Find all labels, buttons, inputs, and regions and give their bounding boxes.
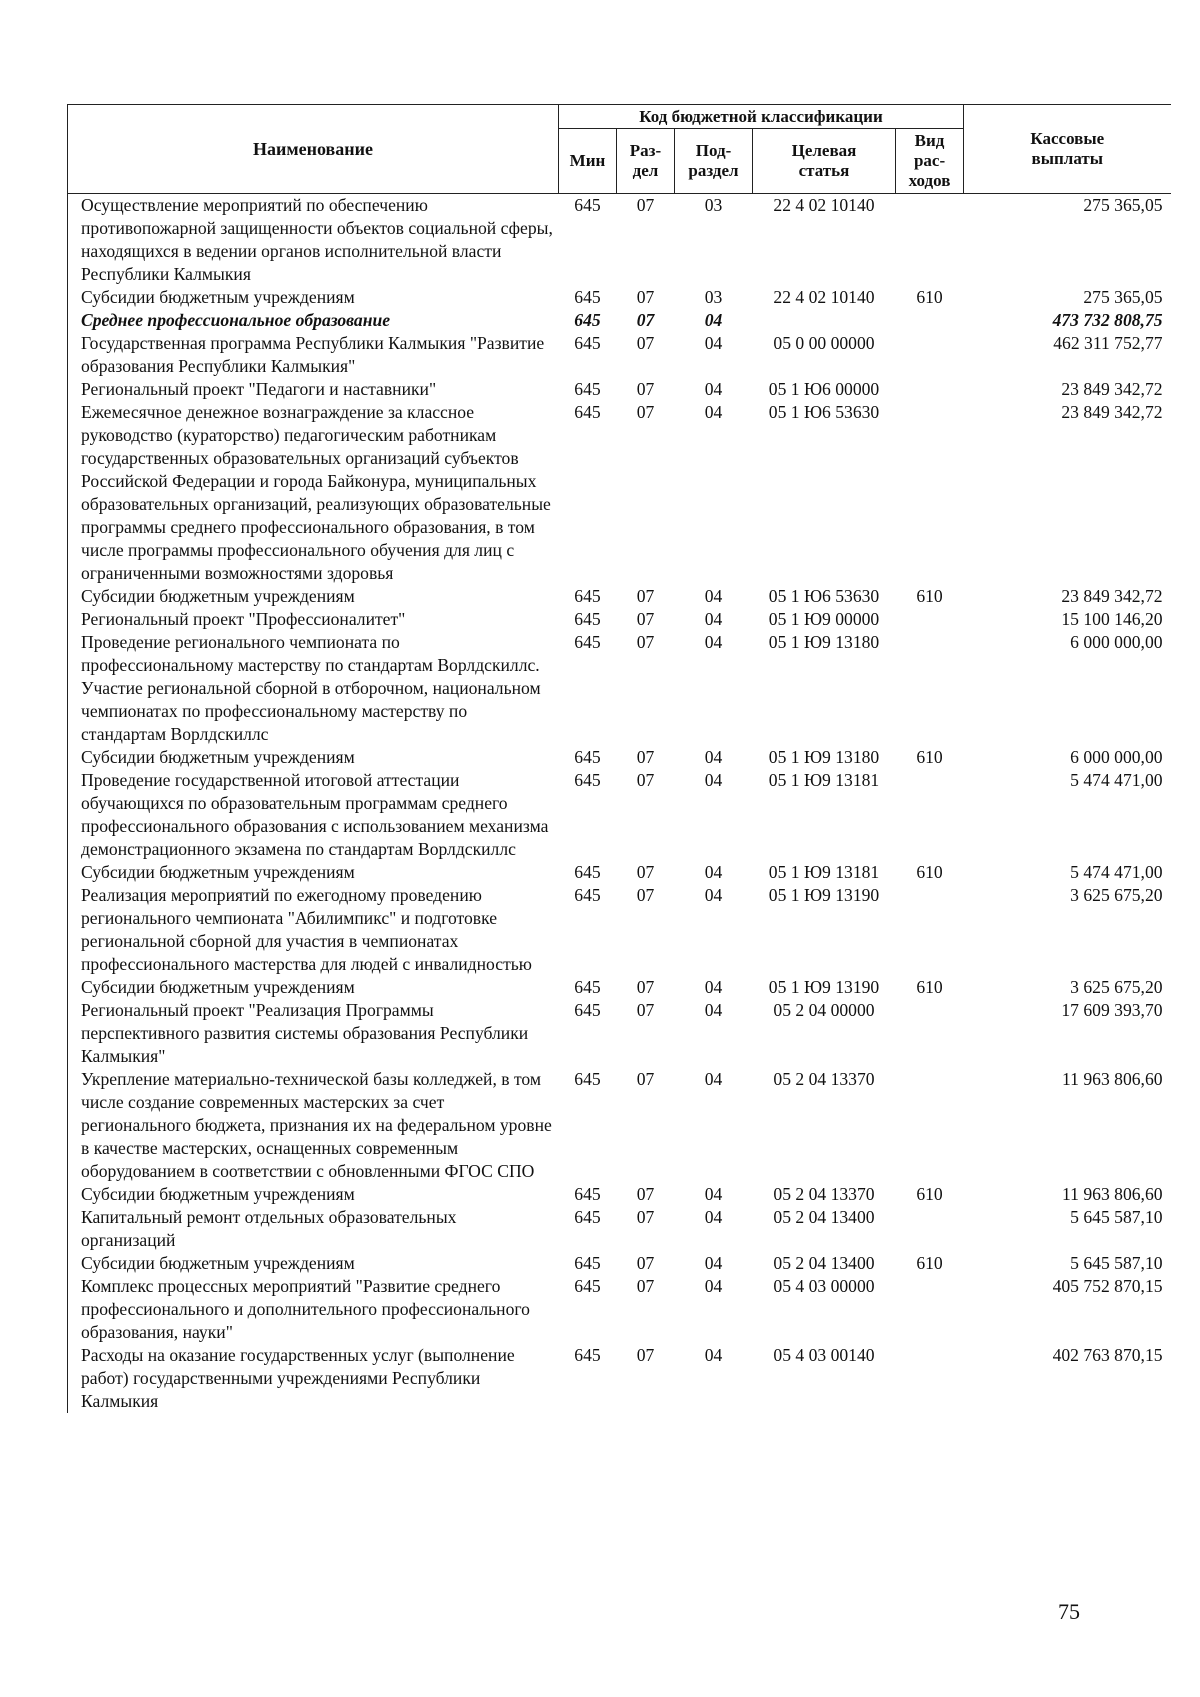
cell-celevaya: 05 1 Ю9 13180 xyxy=(768,632,880,652)
header-group: Код бюджетной классификации xyxy=(559,105,964,129)
cell-razdel: 07 xyxy=(636,977,655,997)
cell-kassa: 15 100 146,20 xyxy=(1061,609,1163,629)
cell-vid: 610 xyxy=(916,586,943,606)
cell-kassa: 3 625 675,20 xyxy=(1070,885,1163,905)
cell-name: Субсидии бюджетным учреждениям xyxy=(68,746,559,769)
cell-celevaya: 05 2 04 13400 xyxy=(773,1253,875,1273)
cell-kassa: 3 625 675,20 xyxy=(1070,977,1163,997)
cell-name: Капитальный ремонт отдельных образовательных организаций xyxy=(68,1206,559,1252)
cell-min: 645 xyxy=(574,747,601,767)
cell-min: 645 xyxy=(574,770,601,790)
cell-podrazdel: 04 xyxy=(704,977,723,997)
cell-celevaya: 05 1 Ю6 00000 xyxy=(768,379,880,399)
cell-podrazdel: 04 xyxy=(704,1276,723,1296)
cell-min: 645 xyxy=(574,1345,601,1365)
header-razdel-label: Раз- дел xyxy=(629,141,662,180)
table-row xyxy=(68,378,1171,401)
cell-podrazdel: 04 xyxy=(704,379,723,399)
cell-vid xyxy=(896,1275,964,1344)
cell-razdel: 07 xyxy=(636,310,655,330)
cell-razdel: 07 xyxy=(636,402,655,422)
cell-vid: 610 xyxy=(916,977,943,997)
cell-razdel: 07 xyxy=(636,770,655,790)
cell-min: 645 xyxy=(574,1000,601,1020)
cell-vid xyxy=(896,884,964,976)
table-row xyxy=(68,1275,1171,1344)
cell-celevaya: 05 1 Ю9 13181 xyxy=(768,770,880,790)
cell-celevaya: 22 4 02 10140 xyxy=(773,287,875,307)
cell-min: 645 xyxy=(574,287,601,307)
cell-celevaya: 05 1 Ю9 13180 xyxy=(768,747,880,767)
table-row xyxy=(68,1183,1171,1206)
cell-vid: 610 xyxy=(916,1184,943,1204)
cell-kassa: 6 000 000,00 xyxy=(1070,632,1163,652)
cell-celevaya: 05 1 Ю9 13181 xyxy=(768,862,880,882)
cell-celevaya xyxy=(753,309,896,332)
cell-min: 645 xyxy=(574,1276,601,1296)
cell-vid xyxy=(896,608,964,631)
cell-razdel: 07 xyxy=(636,885,655,905)
header-podrazdel-label: Под- раздел xyxy=(688,141,739,180)
cell-podrazdel: 03 xyxy=(704,287,723,307)
cell-min: 645 xyxy=(574,586,601,606)
cell-kassa: 5 645 587,10 xyxy=(1070,1207,1163,1227)
cell-celevaya: 05 2 04 00000 xyxy=(773,1000,875,1020)
cell-razdel: 07 xyxy=(636,1276,655,1296)
cell-kassa: 11 963 806,60 xyxy=(1062,1069,1163,1089)
cell-min: 645 xyxy=(574,885,601,905)
header-kassa xyxy=(964,105,1171,194)
cell-podrazdel: 04 xyxy=(704,1069,723,1089)
cell-razdel: 07 xyxy=(636,195,655,215)
cell-min: 645 xyxy=(574,195,601,215)
cell-vid xyxy=(896,1206,964,1252)
table-row xyxy=(68,1206,1171,1252)
cell-vid: 610 xyxy=(916,1253,943,1273)
cell-razdel: 07 xyxy=(636,632,655,652)
table-row xyxy=(68,884,1171,976)
cell-kassa: 23 849 342,72 xyxy=(1061,379,1163,399)
cell-razdel: 07 xyxy=(636,287,655,307)
cell-podrazdel: 04 xyxy=(704,586,723,606)
cell-razdel: 07 xyxy=(636,1207,655,1227)
cell-name: Региональный проект "Реализация Программы перспективного развития системы образования Республики Калмыкия" xyxy=(68,999,559,1068)
cell-celevaya: 05 4 03 00000 xyxy=(773,1276,875,1296)
cell-razdel: 07 xyxy=(636,609,655,629)
table-row xyxy=(68,309,1171,332)
cell-min: 645 xyxy=(574,379,601,399)
cell-min: 645 xyxy=(574,862,601,882)
table-row xyxy=(68,746,1171,769)
table-row xyxy=(68,286,1171,309)
table-row xyxy=(68,976,1171,999)
cell-podrazdel: 04 xyxy=(704,310,723,330)
budget-table xyxy=(67,104,1171,1413)
cell-celevaya: 05 2 04 13400 xyxy=(773,1207,875,1227)
cell-kassa: 23 849 342,72 xyxy=(1061,402,1163,422)
cell-kassa: 275 365,05 xyxy=(1083,287,1163,307)
cell-kassa: 11 963 806,60 xyxy=(1062,1184,1163,1204)
header-celevaya xyxy=(753,129,896,194)
cell-celevaya: 05 4 03 00140 xyxy=(773,1345,875,1365)
cell-celevaya: 05 2 04 13370 xyxy=(773,1069,875,1089)
table-row xyxy=(68,608,1171,631)
table-row xyxy=(68,1344,1171,1413)
cell-vid: 610 xyxy=(916,747,943,767)
header-vid xyxy=(896,129,964,194)
cell-name: Проведение государственной итоговой аттестации обучающихся по образовательным программам среднего профессионального образования с использованием механизма демонстрационного экзамена по стандартам Ворлдскиллс xyxy=(68,769,559,861)
cell-podrazdel: 04 xyxy=(704,1000,723,1020)
cell-kassa: 5 474 471,00 xyxy=(1070,862,1163,882)
cell-podrazdel: 04 xyxy=(704,402,723,422)
cell-name: Субсидии бюджетным учреждениям xyxy=(68,1183,559,1206)
cell-podrazdel: 04 xyxy=(704,1207,723,1227)
cell-celevaya: 05 1 Ю6 53630 xyxy=(768,586,880,606)
cell-vid xyxy=(896,999,964,1068)
cell-name: Реализация мероприятий по ежегодному проведению регионального чемпионата "Абилимпикс" и подготовке региональной сборной для участия в чемпионатах профессионального мастерства для людей с инвалидностью xyxy=(68,884,559,976)
cell-name: Комплекс процессных мероприятий "Развитие среднего профессионального и дополнительного профессионального образования, науки" xyxy=(68,1275,559,1344)
cell-podrazdel: 04 xyxy=(704,1345,723,1365)
table-row xyxy=(68,631,1171,746)
cell-min: 645 xyxy=(574,1184,601,1204)
header-vid-label: Вид рас- ходов xyxy=(908,131,951,190)
cell-vid: 610 xyxy=(916,862,943,882)
header-celevaya-label: Целевая статья xyxy=(791,141,857,180)
cell-name: Субсидии бюджетным учреждениям xyxy=(68,585,559,608)
cell-name: Осуществление мероприятий по обеспечению противопожарной защищенности объектов социальной сферы, находящихся в ведении органов исполнительной власти Республики Калмыкия xyxy=(68,194,559,287)
cell-celevaya: 05 1 Ю9 13190 xyxy=(768,977,880,997)
cell-min: 645 xyxy=(574,310,601,330)
cell-name: Проведение регионального чемпионата по профессиональному мастерству по стандартам Ворлдскиллс. Участие региональной сборной в отборочном, национальном чемпионатах по профессиональному мастерству по стандартам Ворлдскиллс xyxy=(68,631,559,746)
cell-name: Расходы на оказание государственных услуг (выполнение работ) государственными учреждениями Республики Калмыкия xyxy=(68,1344,559,1413)
cell-podrazdel: 04 xyxy=(704,632,723,652)
table-row xyxy=(68,332,1171,378)
cell-kassa: 6 000 000,00 xyxy=(1070,747,1163,767)
cell-podrazdel: 04 xyxy=(704,333,723,353)
cell-kassa: 405 752 870,15 xyxy=(1052,1276,1163,1296)
page-number: 75 xyxy=(1058,1599,1080,1624)
cell-razdel: 07 xyxy=(636,1184,655,1204)
cell-min: 645 xyxy=(574,402,601,422)
cell-min: 645 xyxy=(574,632,601,652)
cell-vid: 610 xyxy=(916,287,943,307)
cell-podrazdel: 04 xyxy=(704,1253,723,1273)
cell-vid xyxy=(896,1068,964,1183)
cell-vid xyxy=(896,769,964,861)
cell-vid xyxy=(896,631,964,746)
cell-name: Региональный проект "Профессионалитет" xyxy=(68,608,559,631)
cell-podrazdel: 03 xyxy=(704,195,723,215)
header-min: Мин xyxy=(559,129,617,194)
cell-min: 645 xyxy=(574,333,601,353)
cell-min: 645 xyxy=(574,1207,601,1227)
cell-razdel: 07 xyxy=(636,862,655,882)
cell-name: Укрепление материально-технической базы колледжей, в том числе создание современных мастерских за счет регионального бюджета, признания их на федеральном уровне в качестве мастерских, оснащенных современным оборудованием в соответствии с обновленными ФГОС СПО xyxy=(68,1068,559,1183)
cell-name: Государственная программа Республики Калмыкия "Развитие образования Республики Калмыкия" xyxy=(68,332,559,378)
cell-razdel: 07 xyxy=(636,379,655,399)
header-kassa-label: Кассовые выплаты xyxy=(1030,129,1105,168)
cell-min: 645 xyxy=(574,609,601,629)
cell-min: 645 xyxy=(574,977,601,997)
table-row xyxy=(68,194,1171,287)
cell-name: Субсидии бюджетным учреждениям xyxy=(68,286,559,309)
table-row xyxy=(68,861,1171,884)
cell-kassa: 462 311 752,77 xyxy=(1053,333,1163,353)
cell-name: Субсидии бюджетным учреждениям xyxy=(68,861,559,884)
table-row xyxy=(68,999,1171,1068)
cell-celevaya: 05 1 Ю6 53630 xyxy=(768,402,880,422)
cell-kassa: 402 763 870,15 xyxy=(1052,1345,1163,1365)
cell-vid xyxy=(896,1344,964,1413)
table-header xyxy=(68,105,1171,194)
table-row xyxy=(68,1068,1171,1183)
cell-name: Региональный проект "Педагоги и наставники" xyxy=(68,378,559,401)
cell-razdel: 07 xyxy=(636,586,655,606)
cell-kassa: 473 732 808,75 xyxy=(1052,310,1163,330)
cell-vid xyxy=(896,194,964,287)
table-row xyxy=(68,585,1171,608)
header-name: Наименование xyxy=(68,105,559,194)
cell-razdel: 07 xyxy=(636,1000,655,1020)
cell-celevaya: 05 1 Ю9 00000 xyxy=(768,609,880,629)
header-podrazdel xyxy=(675,129,753,194)
cell-podrazdel: 04 xyxy=(704,609,723,629)
cell-name: Среднее профессиональное образование xyxy=(68,309,559,332)
cell-name: Субсидии бюджетным учреждениям xyxy=(68,976,559,999)
cell-razdel: 07 xyxy=(636,1253,655,1273)
table-row xyxy=(68,1252,1171,1275)
cell-kassa: 17 609 393,70 xyxy=(1061,1000,1163,1020)
cell-vid xyxy=(896,378,964,401)
cell-vid xyxy=(896,309,964,332)
cell-kassa: 5 645 587,10 xyxy=(1070,1253,1163,1273)
cell-celevaya: 05 2 04 13370 xyxy=(773,1184,875,1204)
cell-razdel: 07 xyxy=(636,1069,655,1089)
cell-podrazdel: 04 xyxy=(704,1184,723,1204)
cell-razdel: 07 xyxy=(636,333,655,353)
cell-podrazdel: 04 xyxy=(704,747,723,767)
cell-kassa: 23 849 342,72 xyxy=(1061,586,1163,606)
cell-razdel: 07 xyxy=(636,747,655,767)
cell-celevaya: 05 1 Ю9 13190 xyxy=(768,885,880,905)
cell-name: Субсидии бюджетным учреждениям xyxy=(68,1252,559,1275)
cell-min: 645 xyxy=(574,1253,601,1273)
cell-name: Ежемесячное денежное вознаграждение за классное руководство (кураторство) педагогическим работникам государственных образовательных организаций субъектов Российской Федерации и города Байконура, муниципальных образовательных организаций, реализующих образовательные программы среднего профессионального образования, в том числе программы профессионального обучения для лиц с ограниченными возможностями здоровья xyxy=(68,401,559,585)
table-row xyxy=(68,769,1171,861)
cell-podrazdel: 04 xyxy=(704,885,723,905)
cell-kassa: 5 474 471,00 xyxy=(1070,770,1163,790)
cell-podrazdel: 04 xyxy=(704,770,723,790)
cell-min: 645 xyxy=(574,1069,601,1089)
table-body xyxy=(68,194,1171,1414)
table-row xyxy=(68,401,1171,585)
cell-vid xyxy=(896,332,964,378)
cell-celevaya: 22 4 02 10140 xyxy=(773,195,875,215)
cell-vid xyxy=(896,401,964,585)
cell-razdel: 07 xyxy=(636,1345,655,1365)
cell-podrazdel: 04 xyxy=(704,862,723,882)
cell-celevaya: 05 0 00 00000 xyxy=(773,333,875,353)
cell-kassa: 275 365,05 xyxy=(1083,195,1163,215)
header-razdel xyxy=(617,129,675,194)
